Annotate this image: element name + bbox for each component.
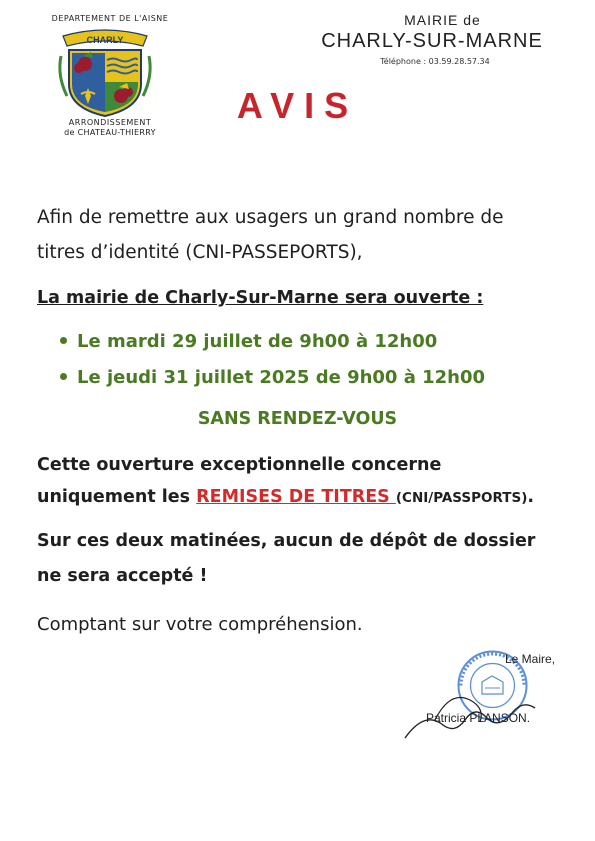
concern-suffix: .	[527, 487, 535, 507]
handwritten-signature	[395, 650, 555, 745]
arrondissement-city: de CHATEAU-THIERRY	[64, 128, 156, 137]
date-list-item	[60, 367, 485, 388]
intro-line-1: Afin de remettre aux usagers un grand nombre de	[37, 207, 504, 228]
opening-heading: La mairie de Charly-Sur-Marne sera ouverte :	[37, 288, 484, 308]
cni-passports-note: (CNI/PASSPORTS)	[395, 490, 528, 506]
mayor-name: Patricia PLANSON.	[426, 711, 531, 725]
intro-line-2: titres d’identité (CNI-PASSEPORTS),	[37, 242, 363, 263]
notice-title: AVIS	[236, 85, 359, 126]
crest-banner-text: CHARLY	[86, 35, 124, 45]
mayor-title: Le Maire,	[505, 652, 556, 666]
bullet-icon	[60, 373, 67, 380]
mairie-label: MAIRIE de	[404, 12, 481, 28]
department-label: DEPARTEMENT DE L'AISNE	[51, 14, 169, 23]
phone-number: Téléphone : 03.59.28.57.34	[380, 57, 490, 66]
remises-highlight: REMISES DE TITRES	[196, 487, 396, 507]
date-text: Le mardi 29 juillet de 9h00 à 12h00	[77, 331, 438, 352]
date-list-item	[60, 331, 437, 352]
no-appointment-notice: SANS RENDEZ-VOUS	[197, 409, 398, 429]
bullet-icon	[60, 337, 67, 344]
town-crest-icon	[55, 26, 155, 118]
deposit-line-1: Sur ces deux matinées, aucun de dépôt de dossier	[37, 531, 536, 551]
concern-line-1: Cette ouverture exceptionnelle concerne	[37, 455, 442, 475]
concern-line-2	[37, 487, 534, 507]
closing-line: Comptant sur votre compréhension.	[37, 614, 363, 635]
concern-prefix: uniquement les	[37, 487, 197, 507]
date-text: Le jeudi 31 juillet 2025 de 9h00 à 12h00	[77, 367, 486, 388]
deposit-line-2: ne sera accepté !	[37, 566, 208, 586]
town-name: CHARLY-SUR-MARNE	[321, 30, 543, 52]
arrondissement-label: ARRONDISSEMENT	[68, 118, 152, 127]
